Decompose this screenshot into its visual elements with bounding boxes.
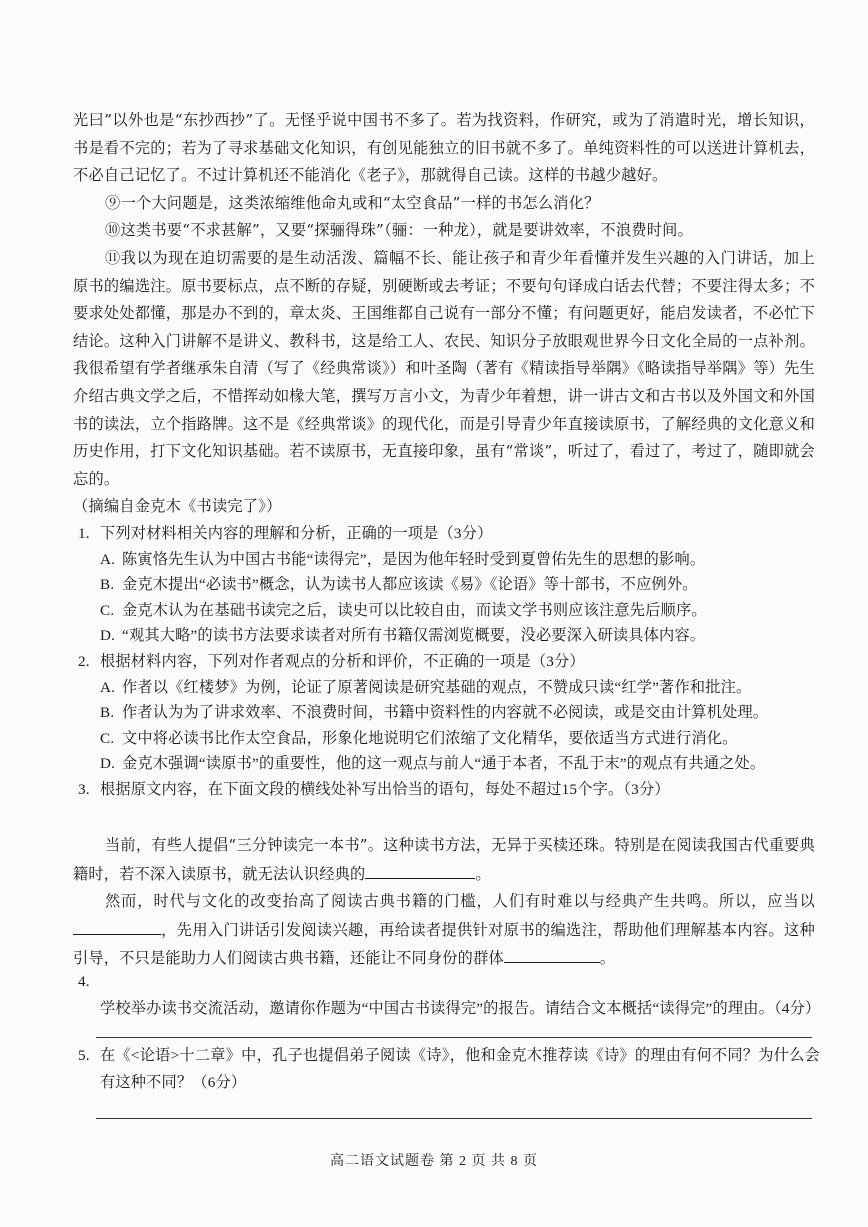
option-2d: D. 金克木强调“读原书”的重要性，他的这一观点与前人“通于本者，不乱于末”的观点有共通之处。 bbox=[100, 755, 766, 773]
fill-paragraph-2: 然而，时代与文化的改变抬高了阅读古典书籍的门槛，人们有时难以与经典产生共鸣。所以，应当以，先用入门讲话引发阅读兴趣，再给读者提供针对原书的编选注，帮助他们理解基本内容。这种引导，不只是能助力人们阅读古典书籍，还能让不同身份的群体 。 bbox=[73, 892, 815, 968]
answer-blank-1[interactable] bbox=[365, 860, 475, 879]
answer-line-4[interactable] bbox=[96, 1037, 812, 1038]
multiple-choice-questions bbox=[78, 521, 820, 803]
answer-blank-2[interactable] bbox=[73, 916, 161, 935]
option-1d: D. “观其大略”的读书方法要求读者对所有书籍仅需浏览概要，没必要深入研读具体内容。 bbox=[100, 627, 706, 645]
answer-line-5[interactable] bbox=[96, 1118, 812, 1119]
option-2a: A. 作者以《红楼梦》为例，论证了原著阅读是研究基础的观点，不赞成只读“红学”著作和批注。 bbox=[100, 678, 752, 696]
option-2c: C. 文中将必读书比作太空食品，形象化地说明它们浓缩了文化精华，要依适当方式进行消化。 bbox=[100, 729, 738, 747]
fill-paragraph-1: 当前，有些人提倡“三分钟读完一本书”。这种读书方法，无异于买椟还珠。特别是在阅读我国古代重要典籍时，若不深入读原书，就无法认识经典的 。 bbox=[73, 836, 815, 883]
question-4 bbox=[78, 968, 820, 1022]
fill-in-passage bbox=[73, 832, 815, 973]
question-2 bbox=[78, 649, 820, 675]
question-number: 5. bbox=[78, 1047, 90, 1064]
option-1b: B. 金克木提出“必读书”概念，认为读书人都应该读《易》《论语》等十部书，不应例外。 bbox=[100, 576, 698, 594]
question-number: 1. bbox=[78, 525, 90, 542]
option-1a: A. 陈寅恪先生认为中国古书能“读得完”，是因为他年轻时受到夏曾佑先生的思想的影响。 bbox=[100, 550, 706, 568]
passage-source: （摘编自金克木《书读完了》） bbox=[73, 497, 282, 516]
passage-paragraph: 光曰”以外也是“东抄西抄”了。无怪乎说中国书不多了。若为找资料，作研究，或为了消遣时光，增长知识，书是看不完的；若为了寻求基础文化知识，有创见能独立的旧书就不多了。单纯资料性的可以送进计算机去，不必自己记忆了。不过计算机还不能消化《老子》，那就得自己读。这样的书越少越好。 bbox=[73, 111, 815, 185]
question-3 bbox=[78, 777, 820, 803]
question-stem: 在《<论语>十二章》中，孔子也提倡弟子阅读《诗》，他和金克木推荐读《诗》的理由有何不同？为什么会有这种不同？（6分） bbox=[100, 1047, 820, 1091]
question-number: 4. bbox=[78, 973, 90, 990]
passage-paragraph-9: ⑨一个大问题是，这类浓缩维他命丸或和“太空食品”一样的书怎么消化？ bbox=[105, 193, 600, 212]
passage-paragraph-11: ⑪我以为现在迫切需要的是生动活泼、篇幅不长、能让孩子和青少年看懂并发生兴趣的入门讲话，加上原书的编选注。原书要标点，点不断的存疑，别硬断或去考证；不要句句译成白话去代替；不要注得太多；不要求处处都懂，那是办不到的，章太炎、王国维都自己说有一部分不懂；有问题更好，能启发读者，不必忙下结论。这种入门讲解不是讲义、教科书，这是给工人、农民、知识分子放眼观世界今日文化全局的一点补剂。我很希望有学者继承朱自清（写了《经典常谈》）和叶圣陶（著有《精读指导举隅》《略读指导举隅》等）先生介绍古典文学之后，不惜挥动如椽大笔，撰写万言小文，为青少年着想，讲一讲古文和古书以及外国文和外国书的读法，立个指路牌。这不是《经典常谈》的现代化，而是引导青少年直接读原书，了解经典的文化意义和历史作用，打下文化知识基础。若不读原书，无直接印象，虽有“常谈”，听过了，看过了，考过了，随即就会忘的。 bbox=[73, 248, 815, 488]
question-stem: 下列对材料相关内容的理解和分析，正确的一项是（3分） bbox=[100, 525, 493, 542]
question-1 bbox=[78, 521, 820, 547]
question-number: 3. bbox=[78, 780, 90, 798]
option-1c: C. 金克木认为在基础书读完之后，读史可以比较自由，而读文学书则应该注意先后顺序。 bbox=[100, 601, 707, 619]
passage-paragraph-10: ⑩这类书要“不求甚解”，又要“探骊得珠”（骊：一种龙），就是要讲效率，不浪费时间。 bbox=[105, 221, 694, 240]
option-2b: B. 作者认为为了讲求效率、不浪费时间，书籍中资料性的内容就不必阅读，或是交由计算机处理。 bbox=[100, 704, 769, 722]
answer-blank-3[interactable] bbox=[504, 944, 600, 963]
page-footer: 高二语文试题卷 第 2 页 共 8 页 bbox=[330, 1154, 538, 1169]
question-number: 2. bbox=[78, 652, 90, 670]
reading-passage bbox=[73, 107, 815, 521]
question-stem: 根据原文内容，在下面文段的横线处补写出恰当的语句，每处不超过15个字。（3分） bbox=[100, 780, 670, 798]
question-5 bbox=[78, 1042, 820, 1096]
question-stem: 根据材料内容，下列对作者观点的分析和评价，不正确的一项是（3分） bbox=[100, 652, 585, 670]
question-stem: 学校举办读书交流活动，邀请你作题为“中国古书读得完”的报告。请结合文本概括“读得完”的理由。（4分） bbox=[100, 1000, 821, 1017]
